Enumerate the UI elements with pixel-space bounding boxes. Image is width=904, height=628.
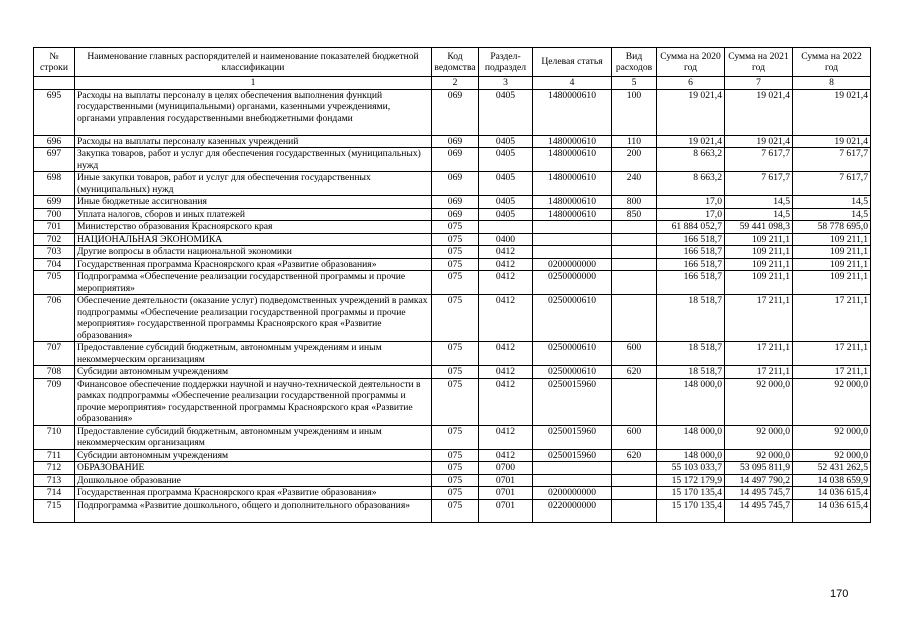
row-section: 0700: [479, 462, 533, 475]
row-dept-code: 075: [432, 246, 479, 259]
row-number: 704: [34, 258, 75, 271]
row-number: 705: [34, 271, 75, 295]
row-number: 698: [34, 172, 75, 196]
row-sum-2022: 92 000,0: [793, 425, 871, 449]
header-dept-code: Код ведомства: [432, 48, 479, 77]
row-sum-2022: 19 021,4: [793, 89, 871, 135]
row-section: 0701: [479, 474, 533, 487]
row-name: Предоставление субсидий бюджетным, автономным учреждениям и иным некоммерческим организациям: [75, 342, 432, 366]
row-target: 0200000000: [533, 258, 612, 271]
header-sum-2020: Сумма на 2020 год: [657, 48, 725, 77]
row-number: 706: [34, 295, 75, 342]
row-name: Субсидии автономным учреждениям: [75, 449, 432, 462]
row-sum-2022: 92 000,0: [793, 449, 871, 462]
row-sum-2021: 14,5: [725, 208, 793, 221]
table-row: [34, 172, 871, 196]
row-sum-2020: 166 518,7: [657, 246, 725, 259]
row-sum-2020: 19 021,4: [657, 135, 725, 148]
row-dept-code: 075: [432, 295, 479, 342]
row-section: 0412: [479, 246, 533, 259]
row-name: Государственная программа Красноярского края «Развитие образования»: [75, 258, 432, 271]
row-dept-code: 075: [432, 462, 479, 475]
row-exp-type: 100: [612, 89, 657, 135]
table-row: [34, 135, 871, 148]
table-row: [34, 499, 871, 522]
row-exp-type: [612, 499, 657, 522]
row-name: Подпрограмма «Обеспечение реализации государственной программы и прочие мероприятия»: [75, 271, 432, 295]
row-name: Другие вопросы в области национальной экономики: [75, 246, 432, 259]
row-sum-2021: 17 211,1: [725, 295, 793, 342]
row-section: 0412: [479, 295, 533, 342]
row-sum-2022: 14 036 615,4: [793, 499, 871, 522]
row-dept-code: 069: [432, 172, 479, 196]
row-target: 0250000610: [533, 366, 612, 379]
row-sum-2021: 14,5: [725, 196, 793, 209]
row-dept-code: 075: [432, 474, 479, 487]
table-row: [34, 449, 871, 462]
row-name: Уплата налогов, сборов и иных платежей: [75, 208, 432, 221]
row-exp-type: [612, 487, 657, 500]
budget-table: [33, 47, 871, 523]
row-sum-2022: 58 778 695,0: [793, 221, 871, 234]
row-section: 0405: [479, 196, 533, 209]
row-target: 0250000610: [533, 342, 612, 366]
row-sum-2022: 14 036 615,4: [793, 487, 871, 500]
row-target: 1480000610: [533, 89, 612, 135]
row-name: ОБРАЗОВАНИЕ: [75, 462, 432, 475]
row-name: Министерство образования Красноярского края: [75, 221, 432, 234]
row-name: Иные бюджетные ассигнования: [75, 196, 432, 209]
row-number: 709: [34, 378, 75, 425]
row-exp-type: [612, 246, 657, 259]
row-target: 0250015960: [533, 378, 612, 425]
row-number: 714: [34, 487, 75, 500]
row-number: 697: [34, 148, 75, 172]
row-dept-code: 075: [432, 271, 479, 295]
row-name: Иные закупки товаров, работ и услуг для обеспечения государственных (муниципальных) нужд: [75, 172, 432, 196]
row-name: Обеспечение деятельности (оказание услуг) подведомственных учреждений в рамках подпрограммы «Обеспечение реализации государственной программы и прочие мероприятия» государственной программы Красноярского края «Развитие образования»: [75, 295, 432, 342]
table-body: [34, 89, 871, 522]
row-sum-2022: 19 021,4: [793, 135, 871, 148]
row-exp-type: [612, 462, 657, 475]
row-sum-2021: 53 095 811,9: [725, 462, 793, 475]
table-row: [34, 208, 871, 221]
row-sum-2020: 55 103 033,7: [657, 462, 725, 475]
row-sum-2022: 109 211,1: [793, 246, 871, 259]
row-sum-2022: 92 000,0: [793, 378, 871, 425]
row-dept-code: 069: [432, 148, 479, 172]
table-row: [34, 246, 871, 259]
row-target: 0220000000: [533, 499, 612, 522]
row-dept-code: 069: [432, 208, 479, 221]
row-exp-type: 600: [612, 425, 657, 449]
row-sum-2020: 148 000,0: [657, 378, 725, 425]
row-target: [533, 246, 612, 259]
table-row: [34, 342, 871, 366]
row-dept-code: 075: [432, 342, 479, 366]
row-sum-2020: 17,0: [657, 196, 725, 209]
row-target: 1480000610: [533, 208, 612, 221]
row-sum-2021: 19 021,4: [725, 89, 793, 135]
row-section: 0412: [479, 271, 533, 295]
row-sum-2021: 109 211,1: [725, 246, 793, 259]
header-name: Наименование главных распорядителей и наименование показателей бюджетной классификации: [75, 48, 432, 77]
row-target: 0250000610: [533, 295, 612, 342]
row-section: 0405: [479, 208, 533, 221]
row-sum-2021: 7 617,7: [725, 148, 793, 172]
table-row: [34, 89, 871, 135]
table-row: [34, 366, 871, 379]
row-dept-code: 075: [432, 425, 479, 449]
row-dept-code: 075: [432, 378, 479, 425]
row-sum-2021: 92 000,0: [725, 378, 793, 425]
row-sum-2021: 14 495 745,7: [725, 487, 793, 500]
column-index: 3: [479, 77, 533, 90]
row-sum-2020: 166 518,7: [657, 258, 725, 271]
row-sum-2021: 7 617,7: [725, 172, 793, 196]
row-sum-2020: 18 518,7: [657, 342, 725, 366]
row-name: Расходы на выплаты персоналу казенных учреждений: [75, 135, 432, 148]
row-sum-2021: 59 441 098,3: [725, 221, 793, 234]
row-number: 700: [34, 208, 75, 221]
header-target: Целевая статья: [533, 48, 612, 77]
row-sum-2022: 14,5: [793, 196, 871, 209]
row-dept-code: 075: [432, 366, 479, 379]
row-section: 0400: [479, 233, 533, 246]
row-sum-2022: 109 211,1: [793, 233, 871, 246]
row-dept-code: 075: [432, 258, 479, 271]
row-name: Предоставление субсидий бюджетным, автономным учреждениям и иным некоммерческим организациям: [75, 425, 432, 449]
row-exp-type: 600: [612, 342, 657, 366]
row-exp-type: [612, 295, 657, 342]
row-sum-2020: 18 518,7: [657, 295, 725, 342]
row-number: 715: [34, 499, 75, 522]
column-index: 1: [75, 77, 432, 90]
row-sum-2022: 7 617,7: [793, 172, 871, 196]
page-number: 170: [830, 588, 849, 600]
row-sum-2022: 17 211,1: [793, 342, 871, 366]
row-exp-type: [612, 474, 657, 487]
row-name: НАЦИОНАЛЬНАЯ ЭКОНОМИКА: [75, 233, 432, 246]
header-exp-type: Вид расходов: [612, 48, 657, 77]
row-dept-code: 069: [432, 196, 479, 209]
row-name: Дошкольное образование: [75, 474, 432, 487]
row-section: 0412: [479, 342, 533, 366]
header-row-no: № строки: [34, 48, 75, 77]
row-number: 710: [34, 425, 75, 449]
row-sum-2020: 166 518,7: [657, 271, 725, 295]
row-number: 707: [34, 342, 75, 366]
row-number: 708: [34, 366, 75, 379]
column-index: 5: [612, 77, 657, 90]
row-name: Субсидии автономным учреждениям: [75, 366, 432, 379]
row-exp-type: 620: [612, 366, 657, 379]
row-target: 0250000000: [533, 271, 612, 295]
column-index: 8: [793, 77, 871, 90]
row-dept-code: 075: [432, 233, 479, 246]
row-section: 0405: [479, 148, 533, 172]
row-target: [533, 221, 612, 234]
row-sum-2021: 14 495 745,7: [725, 499, 793, 522]
row-sum-2020: 19 021,4: [657, 89, 725, 135]
row-sum-2022: 14 038 659,9: [793, 474, 871, 487]
column-index: 6: [657, 77, 725, 90]
row-dept-code: 069: [432, 89, 479, 135]
row-exp-type: [612, 378, 657, 425]
row-section: 0412: [479, 258, 533, 271]
row-exp-type: [612, 221, 657, 234]
row-number: 699: [34, 196, 75, 209]
row-number: 695: [34, 89, 75, 135]
table-row: [34, 295, 871, 342]
row-dept-code: 075: [432, 499, 479, 522]
row-sum-2020: 148 000,0: [657, 449, 725, 462]
row-sum-2021: 109 211,1: [725, 271, 793, 295]
table-row: [34, 221, 871, 234]
row-target: 0200000000: [533, 487, 612, 500]
header-section: Раздел-подраздел: [479, 48, 533, 77]
row-number: 703: [34, 246, 75, 259]
row-target: [533, 462, 612, 475]
row-number: 702: [34, 233, 75, 246]
row-sum-2020: 166 518,7: [657, 233, 725, 246]
row-sum-2020: 15 170 135,4: [657, 499, 725, 522]
row-target: 1480000610: [533, 172, 612, 196]
row-target: [533, 474, 612, 487]
row-sum-2020: 15 170 135,4: [657, 487, 725, 500]
row-sum-2022: 14,5: [793, 208, 871, 221]
row-section: [479, 221, 533, 234]
row-section: 0412: [479, 449, 533, 462]
row-sum-2020: 8 663,2: [657, 148, 725, 172]
row-section: 0701: [479, 499, 533, 522]
column-index: [34, 77, 75, 90]
budget-table-page: [33, 47, 870, 523]
row-sum-2021: 109 211,1: [725, 233, 793, 246]
table-row: [34, 271, 871, 295]
row-sum-2021: 14 497 790,2: [725, 474, 793, 487]
row-section: 0412: [479, 425, 533, 449]
column-index: 4: [533, 77, 612, 90]
table-row: [34, 378, 871, 425]
row-sum-2021: 92 000,0: [725, 425, 793, 449]
row-exp-type: 110: [612, 135, 657, 148]
row-exp-type: 800: [612, 196, 657, 209]
row-dept-code: 069: [432, 135, 479, 148]
row-exp-type: [612, 258, 657, 271]
row-number: 696: [34, 135, 75, 148]
row-sum-2020: 18 518,7: [657, 366, 725, 379]
row-sum-2021: 19 021,4: [725, 135, 793, 148]
row-name: Закупка товаров, работ и услуг для обеспечения государственных (муниципальных) нужд: [75, 148, 432, 172]
row-sum-2020: 17,0: [657, 208, 725, 221]
table-row: [34, 258, 871, 271]
row-name: Расходы на выплаты персоналу в целях обеспечения выполнения функций государственными (муниципальными) органами, казенными учреждениями, органами управления государственными внебюджетными фондами: [75, 89, 432, 135]
row-sum-2022: 52 431 262,5: [793, 462, 871, 475]
row-section: 0412: [479, 378, 533, 425]
row-target: 0250015960: [533, 449, 612, 462]
row-sum-2022: 109 211,1: [793, 271, 871, 295]
table-row: [34, 487, 871, 500]
row-sum-2022: 17 211,1: [793, 295, 871, 342]
row-name: Подпрограмма «Развитие дошкольного, общего и дополнительного образования»: [75, 499, 432, 522]
row-sum-2022: 7 617,7: [793, 148, 871, 172]
row-name: Финансовое обеспечение поддержки научной и научно-технической деятельности в рамках подпрограммы «Обеспечение реализации государственной программы и прочие мероприятия» государственной программы Красноярского края «Развитие образования»: [75, 378, 432, 425]
row-exp-type: 620: [612, 449, 657, 462]
row-sum-2020: 148 000,0: [657, 425, 725, 449]
row-section: 0405: [479, 89, 533, 135]
row-target: 1480000610: [533, 148, 612, 172]
table-row: [34, 233, 871, 246]
column-index-row: [34, 77, 871, 90]
row-dept-code: 075: [432, 449, 479, 462]
row-sum-2022: 109 211,1: [793, 258, 871, 271]
table-row: [34, 474, 871, 487]
table-row: [34, 462, 871, 475]
row-number: 713: [34, 474, 75, 487]
table-row: [34, 148, 871, 172]
row-exp-type: 200: [612, 148, 657, 172]
row-target: [533, 233, 612, 246]
header-sum-2021: Сумма на 2021 год: [725, 48, 793, 77]
row-name: Государственная программа Красноярского края «Развитие образования»: [75, 487, 432, 500]
row-section: 0701: [479, 487, 533, 500]
table-row: [34, 425, 871, 449]
row-number: 711: [34, 449, 75, 462]
row-section: 0405: [479, 135, 533, 148]
row-exp-type: [612, 233, 657, 246]
row-target: 1480000610: [533, 196, 612, 209]
row-sum-2021: 109 211,1: [725, 258, 793, 271]
table-row: [34, 196, 871, 209]
row-section: 0405: [479, 172, 533, 196]
row-sum-2022: 17 211,1: [793, 366, 871, 379]
row-sum-2020: 61 884 052,7: [657, 221, 725, 234]
column-index: 2: [432, 77, 479, 90]
row-dept-code: 075: [432, 487, 479, 500]
row-sum-2021: 17 211,1: [725, 366, 793, 379]
row-number: 701: [34, 221, 75, 234]
row-exp-type: 850: [612, 208, 657, 221]
row-dept-code: 075: [432, 221, 479, 234]
row-sum-2021: 92 000,0: [725, 449, 793, 462]
row-sum-2021: 17 211,1: [725, 342, 793, 366]
header-row: [34, 48, 871, 77]
row-section: 0412: [479, 366, 533, 379]
column-index: 7: [725, 77, 793, 90]
row-exp-type: [612, 271, 657, 295]
row-target: 1480000610: [533, 135, 612, 148]
row-sum-2020: 8 663,2: [657, 172, 725, 196]
header-sum-2022: Сумма на 2022 год: [793, 48, 871, 77]
row-number: 712: [34, 462, 75, 475]
row-sum-2020: 15 172 179,9: [657, 474, 725, 487]
row-target: 0250015960: [533, 425, 612, 449]
row-exp-type: 240: [612, 172, 657, 196]
